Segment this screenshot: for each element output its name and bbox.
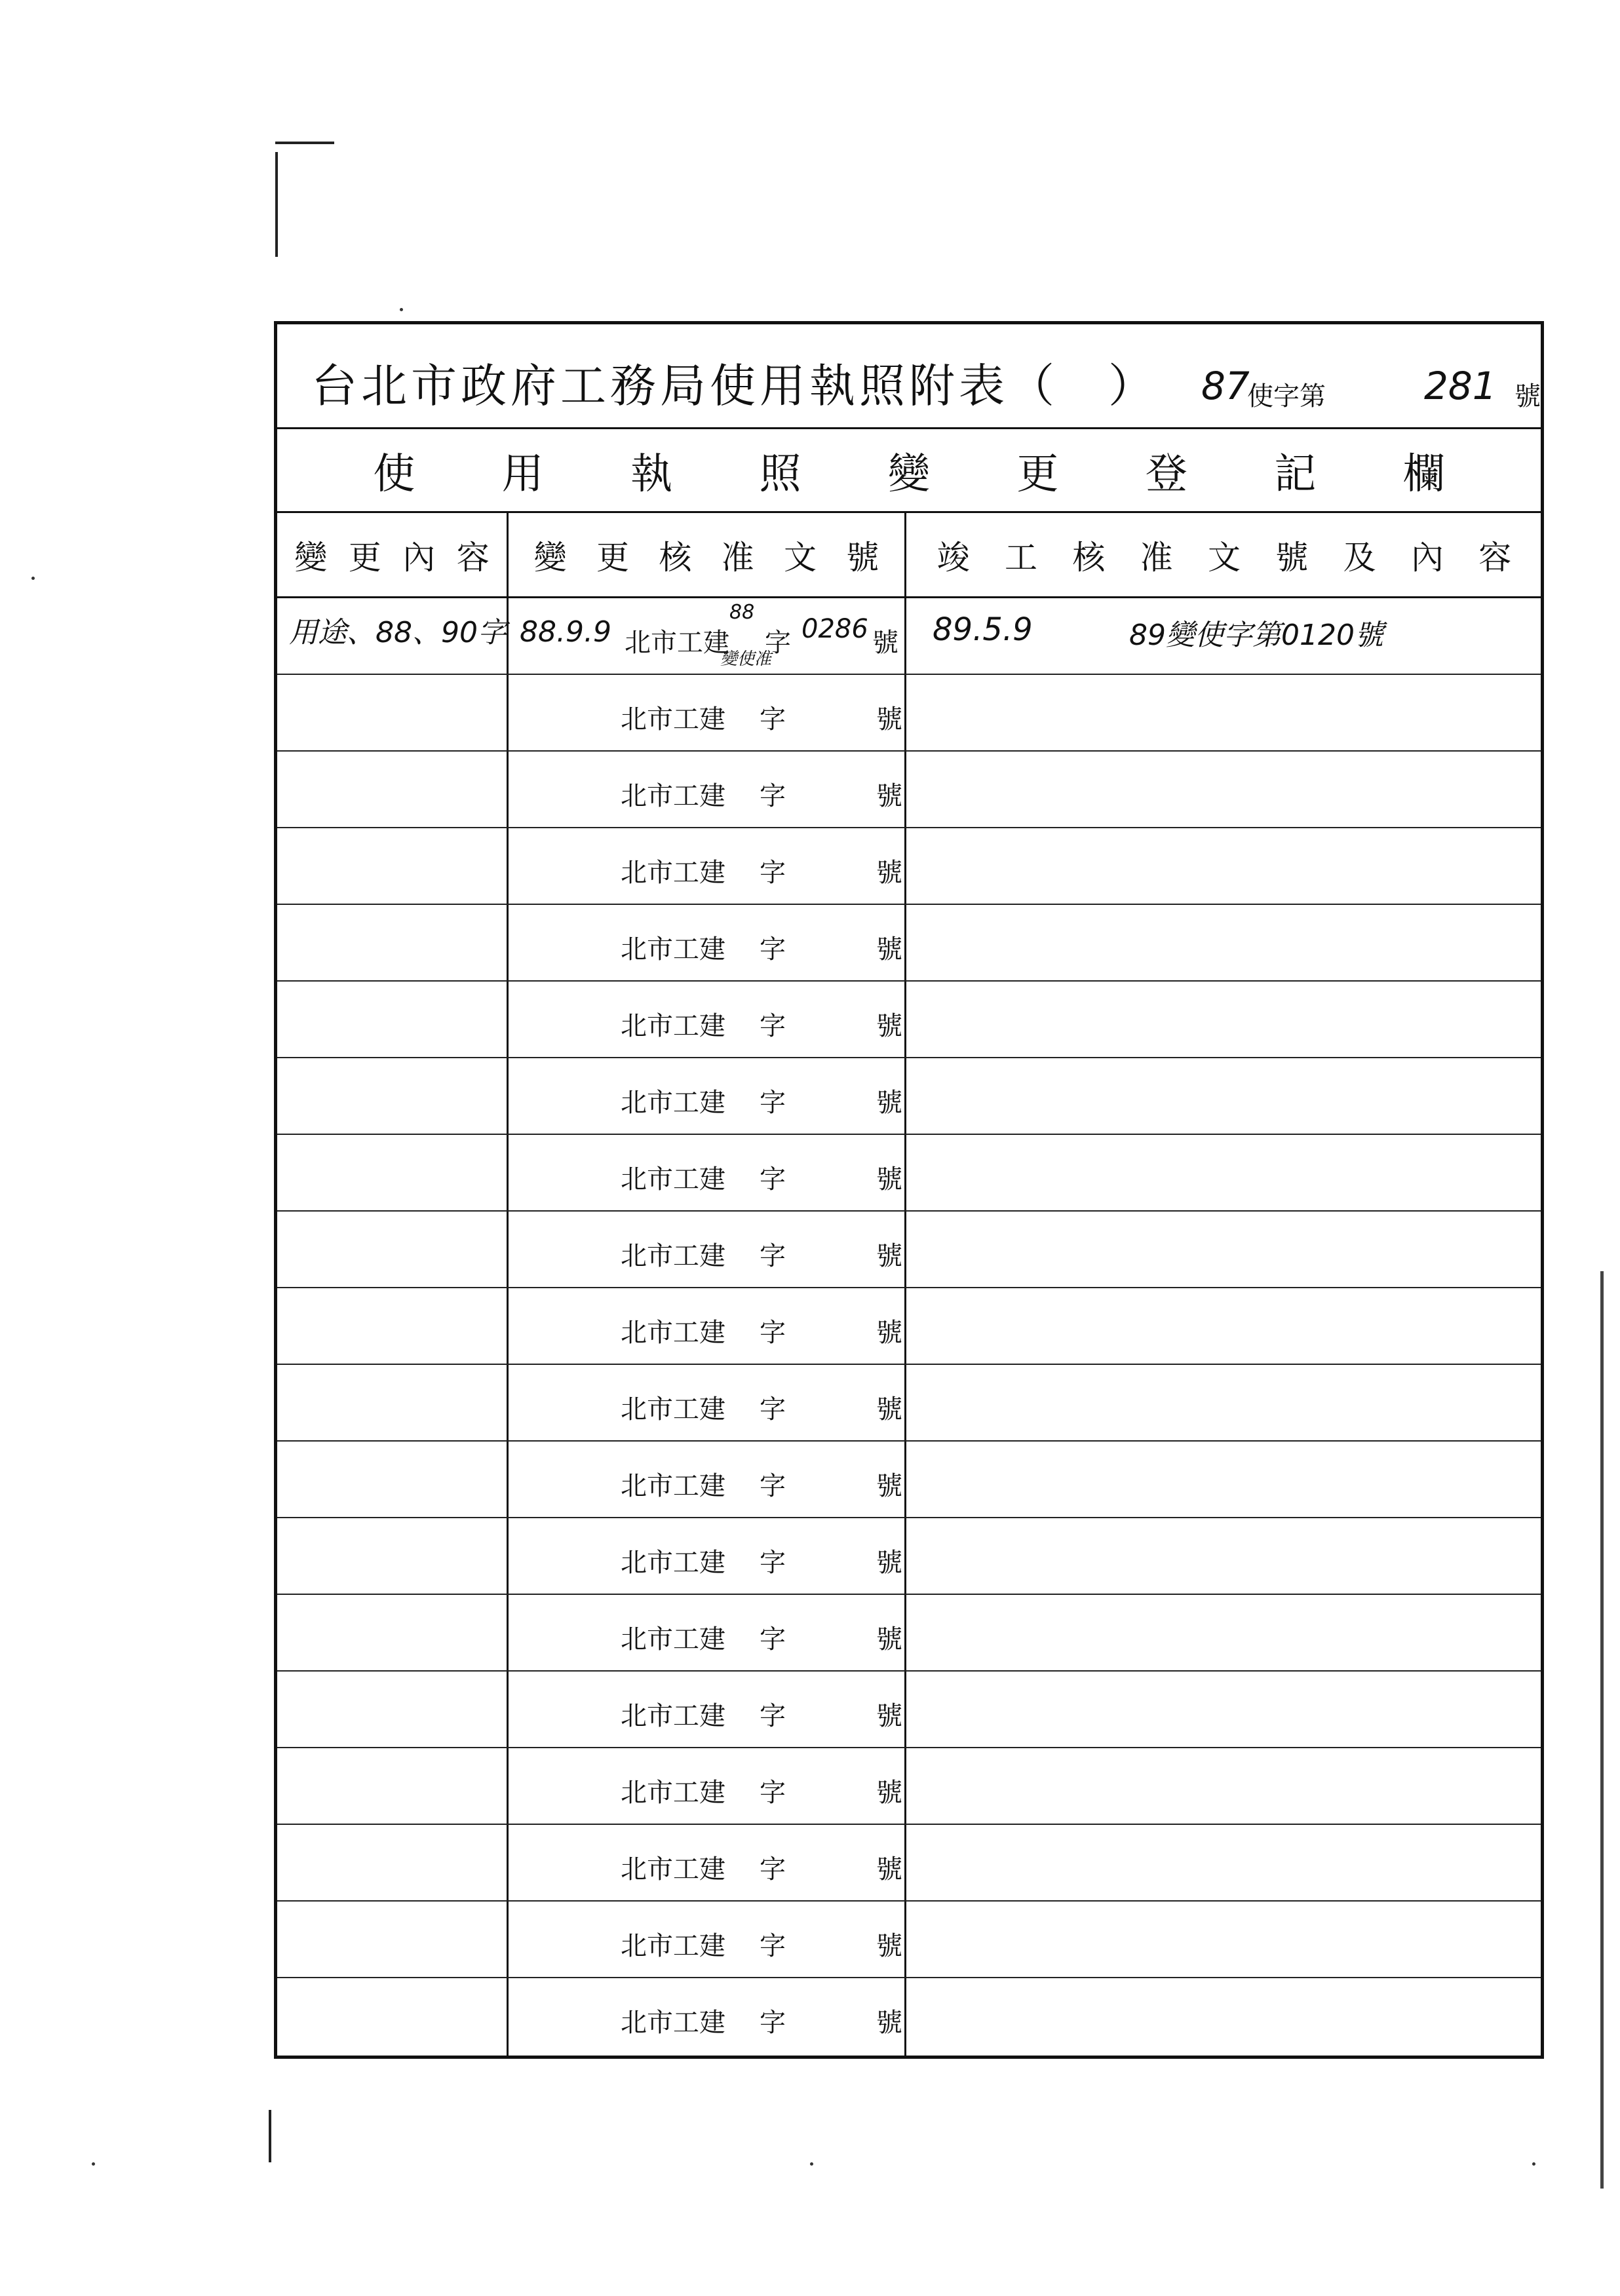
form-title: 台北市政府工務局使用執照附表（ ） [311, 359, 1158, 413]
bureau-prefix: 北市工建 [621, 1854, 725, 1885]
scan-edge-mark [1600, 1271, 1604, 2189]
table-row [277, 1058, 1541, 1135]
header-char: 變 [294, 538, 328, 577]
zi-label: 字 [760, 1701, 786, 1731]
table-row [277, 1902, 1541, 1978]
zi-label: 字 [760, 704, 786, 735]
change-content-entry: 用途、88、90字 [289, 616, 507, 649]
hao-label: 號 [876, 1241, 902, 1271]
header-char: 竣 [936, 538, 970, 577]
table-row [277, 828, 1541, 905]
header-char: 核 [659, 538, 692, 577]
table-row [277, 905, 1541, 982]
hao-label: 號 [876, 704, 902, 735]
zi-label: 字 [760, 1241, 786, 1271]
approval-number: 0286 [801, 614, 868, 644]
header-char: 工 [1004, 538, 1037, 577]
bureau-prefix: 北市工建 [621, 1241, 725, 1271]
approval-year: 88 [729, 601, 755, 624]
table-row [277, 1595, 1541, 1672]
bureau-prefix: 北市工建 [621, 858, 725, 888]
zi-label: 字 [760, 1164, 786, 1195]
header-char: 容 [1478, 538, 1512, 577]
zi-label: 字 [760, 1624, 786, 1655]
banner-char: 欄 [1402, 450, 1445, 499]
completion-date: 89.5.9 [933, 611, 1033, 648]
hao-label: 號 [876, 2008, 902, 2038]
hao-label: 號 [876, 858, 902, 888]
table-row [277, 1365, 1541, 1442]
table-row [277, 1518, 1541, 1595]
banner-char: 照 [759, 450, 801, 499]
register-banner [277, 429, 1541, 513]
permit-number [1201, 364, 1542, 421]
bureau-prefix: 北市工建 [621, 704, 725, 735]
header-approval-number [509, 513, 904, 596]
hao-label: 號 [876, 1624, 902, 1655]
hao-label: 號 [876, 1931, 902, 1961]
header-char: 准 [721, 538, 754, 577]
zi-label: 字 [760, 934, 786, 965]
permit-serial: 281 [1424, 364, 1497, 408]
zi-label: 字 [760, 1471, 786, 1501]
scan-edge-mark [269, 2110, 271, 2162]
hao-label: 號 [876, 1854, 902, 1885]
hao-label: 號 [876, 934, 902, 965]
table-row [277, 982, 1541, 1058]
scan-edge-mark [275, 142, 334, 144]
header-char: 號 [846, 538, 879, 577]
bureau-prefix: 北市工建 [621, 1624, 725, 1655]
bureau-prefix: 北市工建 [621, 1471, 725, 1501]
table-row [277, 1748, 1541, 1825]
scan-speck [810, 2162, 813, 2166]
hao-label: 號 [872, 628, 898, 658]
zi-label: 字 [760, 1394, 786, 1425]
form-title-row [277, 324, 1541, 429]
hao-label: 號 [876, 1548, 902, 1578]
table-row [277, 1288, 1541, 1365]
table-row [277, 675, 1541, 752]
bureau-prefix: 北市工建 [621, 1318, 725, 1348]
header-char: 更 [348, 538, 381, 577]
table-row [277, 1825, 1541, 1902]
bureau-prefix: 北市工建 [621, 1701, 725, 1731]
bureau-prefix: 北市工建 [621, 1088, 725, 1118]
permit-year: 87 [1201, 364, 1250, 408]
table-row [277, 1212, 1541, 1288]
table-row [277, 1442, 1541, 1518]
table-row [277, 1672, 1541, 1748]
header-char: 及 [1343, 538, 1376, 577]
bureau-prefix: 北市工建 [621, 1164, 725, 1195]
hao-label: 號 [876, 1318, 902, 1348]
header-change-content [277, 513, 507, 596]
header-char: 文 [783, 538, 817, 577]
header-char: 內 [402, 538, 436, 577]
zi-label: 字 [760, 2008, 786, 2038]
banner-char: 使 [373, 450, 415, 499]
header-char: 內 [1410, 538, 1444, 577]
banner-char: 記 [1274, 450, 1317, 499]
zi-label: 字 [760, 1318, 786, 1348]
completion-reference: 89變使字第0120號 [1129, 619, 1383, 652]
bureau-prefix: 北市工建 [621, 1778, 725, 1808]
scan-speck [31, 577, 35, 580]
hao-label: 號 [876, 1471, 902, 1501]
permit-label: 使字第 [1247, 381, 1326, 411]
bureau-prefix: 北市工建 [621, 1931, 725, 1961]
table-row [277, 1978, 1541, 2055]
permit-attachment-form [274, 321, 1544, 2059]
header-char: 核 [1072, 538, 1106, 577]
zi-label: 字 [760, 1548, 786, 1578]
scan-speck [1532, 2162, 1535, 2166]
zi-label: 字 [760, 1931, 786, 1961]
zi-label: 字 [760, 1854, 786, 1885]
hao-label: 號 [876, 1701, 902, 1731]
bureau-prefix: 北市工建 [621, 2008, 725, 2038]
table-row [277, 1135, 1541, 1212]
bureau-prefix: 北市工建 [621, 1011, 725, 1041]
banner-char: 用 [501, 450, 544, 499]
hao-label: 號 [876, 1778, 902, 1808]
hao-label: 號 [876, 1394, 902, 1425]
scan-speck [92, 2162, 95, 2166]
header-char: 准 [1140, 538, 1173, 577]
scan-edge-mark [275, 152, 278, 257]
scan-speck [400, 308, 403, 311]
header-char: 文 [1207, 538, 1241, 577]
hao-label: 號 [876, 781, 902, 811]
banner-char: 更 [1016, 450, 1059, 499]
zi-label: 字 [765, 628, 791, 658]
header-char: 號 [1275, 538, 1309, 577]
header-char: 容 [456, 538, 490, 577]
table-row [277, 598, 1541, 675]
approval-date: 88.9.9 [520, 615, 611, 649]
banner-char: 執 [630, 450, 673, 499]
bureau-prefix: 北市工建 [621, 781, 725, 811]
zi-label: 字 [760, 1778, 786, 1808]
zi-label: 字 [760, 858, 786, 888]
bureau-prefix: 北市工建 [621, 1548, 725, 1578]
hao-label: 號 [876, 1088, 902, 1118]
banner-char: 登 [1145, 450, 1187, 499]
bureau-prefix: 北市工建 [621, 934, 725, 965]
approval-note: 變使准 [720, 649, 772, 669]
zi-label: 字 [760, 781, 786, 811]
permit-suffix: 號 [1514, 381, 1541, 411]
hao-label: 號 [876, 1164, 902, 1195]
bureau-prefix: 北市工建 [621, 1394, 725, 1425]
table-row [277, 752, 1541, 828]
header-char: 更 [596, 538, 629, 577]
header-completion [906, 513, 1542, 596]
column-header-row [277, 513, 1541, 598]
bureau-prefix: 北市工建 [625, 628, 729, 658]
header-char: 變 [533, 538, 567, 577]
zi-label: 字 [760, 1011, 786, 1041]
hao-label: 號 [876, 1011, 902, 1041]
banner-char: 變 [887, 450, 930, 499]
zi-label: 字 [760, 1088, 786, 1118]
